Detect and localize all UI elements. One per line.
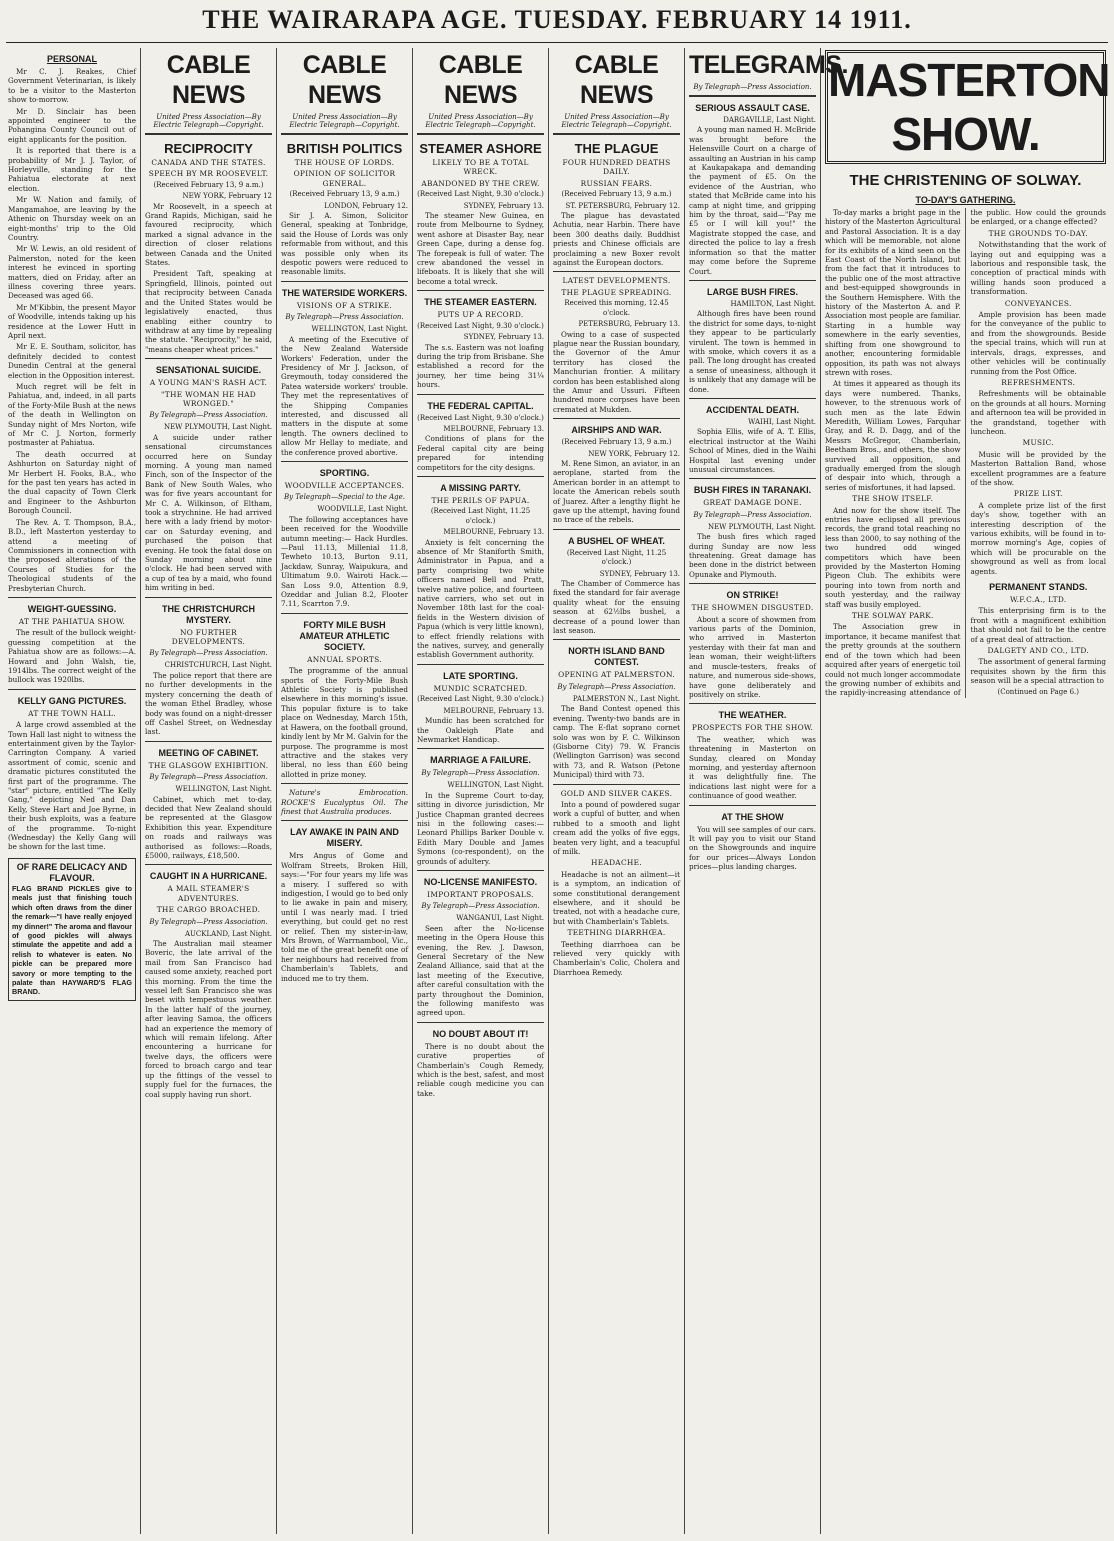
divider xyxy=(417,476,544,477)
dateline: NEW PLYMOUTH, Last Night. xyxy=(707,522,816,531)
article-subheading: ABANDONED BY THE CREW. xyxy=(421,178,540,188)
article-subheading: THE PERILS OF PAPUA. xyxy=(431,495,530,505)
paragraph: The Rev. A. T. Thompson, B.A., B.D., left Masterton yesterday to attend a meeting of Commissioners in connection with the proposed alterations of the Courses of Studies for the Theological students of the Presbyterian Church. xyxy=(8,517,136,593)
dateline: MELBOURNE, February 13. xyxy=(443,424,544,433)
dateline: SYDNEY, February 13. xyxy=(599,569,680,578)
masthead-rule xyxy=(6,42,1108,43)
divider xyxy=(145,597,272,598)
divider xyxy=(145,133,272,135)
byline: By Telegraph—Special to the Age. xyxy=(283,493,406,502)
article-heading: RECIPROCITY xyxy=(164,141,253,156)
paragraph: A complete prize list of the first day's show, together with an interesting description of the various exhibits, will be found in to-morrow morning's Age, copies of which will be procurable on the showground as well as from local agents. xyxy=(970,500,1106,576)
paragraph: Into a pound of powdered sugar work a cupful of butter, and when rubbed to a smooth and light cream add the yolks of five eggs, beaten very light, and a teacupful of milk. xyxy=(553,799,680,856)
article-heading: AIRSHIPS AND WAR. xyxy=(571,425,662,436)
article-heading: THE FEDERAL CAPITAL. xyxy=(427,400,534,411)
received-line: (Received Last Night, 9.30 o'clock.) xyxy=(417,190,544,199)
divider xyxy=(281,133,408,135)
paragraph: Sir J. A. Simon, Solicitor General, speaking at Tonbridge, said the House of Lords was only reformable from without, and this was possible only when its despotic powers were reduced to reasonable limits. xyxy=(281,211,408,277)
byline: By Telegraph—Press Association. xyxy=(693,510,812,519)
paragraph: The bush fires which raged during Sunday are now less threatening. Great damage has been done in the district between Opunake and Plymouth. xyxy=(689,532,816,579)
column-banner: CABLE NEWS xyxy=(302,51,387,109)
paragraph: The Association grew in importance, it became manifest that the pretty grounds at the southern end of the town which had been acquired after years of energetic toil could not much longer accommodate the growing number of exhibits and the rapidly-increasing attendance of the public. How could the grounds be enlarged, or a change effected? xyxy=(825,208,1106,698)
byline: United Press Association—By Electric Telegraph—Copyright. xyxy=(153,113,264,129)
divider xyxy=(689,703,816,704)
article-subheading: DALGETY AND CO., LTD. xyxy=(987,646,1090,656)
dateline: LONDON, February 12. xyxy=(324,201,408,210)
dateline: PALMERSTON N., Last Night. xyxy=(572,694,680,703)
article-subheading: GOLD AND SILVER CAKES. xyxy=(560,788,673,798)
byline: United Press Association—By Electric Telegraph—Copyright. xyxy=(425,113,536,129)
paragraph: At times it appeared as though its days were numbered. Thanks, however, to the strenuous work of such men as the late Edwin Meredith, William Lowes, Farquhar Gray, and R. D. Dagg, and of the Messrs McGregor, Chamberlain, Beetham Bros., and others, the show survived all opposition, and gradually emerged from the slough of despair into which, through a series of misfortunes, it had lapsed. xyxy=(825,379,961,492)
article-heading: SERIOUS ASSAULT CASE. xyxy=(695,103,810,113)
divider xyxy=(689,398,816,399)
dateline: WELLINGTON, Last Night. xyxy=(175,785,272,794)
divider xyxy=(689,805,816,806)
article-subheading: THE SOLWAY PARK. xyxy=(851,611,934,621)
paragraph: The assortment of general farming requisites shown by the firm this season will be a special attraction to xyxy=(970,657,1106,686)
divider xyxy=(689,583,816,584)
paragraph: Mr C. J. Reakes, Chief Government Veterinarian, is likely to be a visitor to the Masterton show to-morrow. xyxy=(8,67,136,105)
paragraph: Headache is not an ailment—it is a symptom, an indication of some constitutional derangement elsewhere, and it should be treated, not with a headache cure, but with Chamberlain's Tablets. xyxy=(553,869,680,926)
article-subheading: THE GROUNDS TO-DAY. xyxy=(988,228,1088,238)
article-subheading: A MAIL STEAMER'S ADVENTURES. xyxy=(167,884,250,903)
column-telegrams xyxy=(684,48,848,1534)
paragraph: The Australian mail steamer Boveric, the late arrival of the mail from San Francisco had caused some anxiety, reached port this morning. From the time the vessel left San Francisco she was beset with tempestuous weather. In the latter half of the journey, after leaving Samoa, the officers had an experience the memory of which will remain lifelong. After encountering a hurricane for twelve days, the officers were forced to broach cargo and tear up the fittings of the vessel to supply fuel for the furnaces, the coal supply having run short. xyxy=(145,939,272,1099)
article-subheading: HEADACHE. xyxy=(591,858,642,868)
paragraph: Mr E. E. Southam, solicitor, has definitely decided to contest Dunedin Central at the general election in the Opposition interest. xyxy=(8,342,136,380)
paragraph: The Band Contest opened this evening. Twenty-two bands are in camp. The E-flat soprano cornet solo was won by F. C. Wilkinson (Gisborne City) 79. W. Francis (Wellington Garrison) was second with 73, and R. Watson (Petone Municipal) third with 73. xyxy=(553,704,680,780)
dateline: WELLINGTON, Last Night. xyxy=(311,325,408,334)
divider xyxy=(8,597,136,598)
article-subheading: MUSIC. xyxy=(1022,438,1054,448)
article-subheading: REFRESHMENTS. xyxy=(1001,377,1076,387)
article-subheading: LATEST DEVELOPMENTS. xyxy=(562,276,671,286)
dateline: WOODVILLE, Last Night. xyxy=(317,505,408,514)
dateline: WELLINGTON, Last Night. xyxy=(447,781,544,790)
dateline: WAIHI, Last Night. xyxy=(748,417,816,426)
divider xyxy=(553,784,680,785)
column-banner: CABLE NEWS xyxy=(438,51,523,109)
article-heading: BUSH FIRES IN TARANAKI. xyxy=(693,485,812,496)
column-cable-news-4 xyxy=(548,48,684,1534)
article-subheading: THE GLASGOW EXHIBITION. xyxy=(148,760,269,770)
article-heading: THE CHRISTCHURCH MYSTERY. xyxy=(162,603,255,625)
article-subheading: THE SHOWMEN DISGUSTED. xyxy=(691,603,814,613)
article-heading: THE WATERSIDE WORKERS. xyxy=(281,287,408,298)
article-subheading: LIKELY TO BE A TOTAL WRECK. xyxy=(432,158,529,177)
paragraph: A suicide under rather sensational circumstances occurred here on Sunday morning. A young man named Finch, son of the Inspector of the Bank of New South Wales, who was for five years accountant for Mr C. A. Wilkinson, of Eltham, took a strychnine. He had arrived here with a lady friend by motor-car on Saturday evening, and purchased the poison that evening. He took the fatal dose on Sunday morning about nine o'clock. He had been served with a cup of tea by a maid, who found him writing in bed. xyxy=(145,432,272,593)
column-banner: MASTERTON SHOW. xyxy=(825,50,1106,164)
article-heading: LARGE BUSH FIRES. xyxy=(706,286,798,297)
paragraph: There is no doubt about the curative properties of Chamberlain's Cough Remedy, which is the best, safest, and most reliable cough medicine you can take. xyxy=(417,1041,544,1098)
column-banner: TELEGRAMS. xyxy=(689,51,848,79)
article-subheading: W.F.C.A., LTD. xyxy=(1009,595,1067,605)
paragraph: M. Rene Simon, an aviator, in an aeroplane, started from the American border in an attempt to locate the American rebels south of Juarez. After a lengthy flight he gave up the attempt, having found no trace of the rebels. xyxy=(553,458,681,525)
dateline: SYDNEY, February 13. xyxy=(463,333,544,342)
paragraph: Cabinet, which met to-day, decided that New Zealand should be represented at the Glasgow Exhibition this year. Expenditure on roads and railways was authorised as follows:—Roads, £5000, railways, £18,500. xyxy=(145,794,272,860)
divider xyxy=(145,741,272,742)
article-heading: WEIGHT-GUESSING. xyxy=(27,603,117,614)
paragraph: Notwithstanding that the work of laying out and equipping was a laborious and responsible task, the conception of practical minds with willing hands soon produced a transformation. xyxy=(970,240,1106,297)
received-line: (Received Last Night, 9.30 o'clock.) xyxy=(417,695,544,704)
paragraph: The steamer New Guinea, en route from Melbourne to Sydney, went ashore at Disaster Bay, near Green Cape, during a dense fog. The forepeak is full of water. The crew abandoned the vessel in lifeboats. It is likely that she will become a total wreck. xyxy=(417,211,544,286)
byline: By Telegraph—Press Association. xyxy=(149,773,268,782)
paragraph: Seen after the No-license meeting in the Opera House this evening, the Rev. J. Dawson, General Secretary of the New Zealand Alliance, said that at the last meeting of the Executive, after careful consultation with the party throughout the Dominion, the following manifesto was agreed upon. xyxy=(417,923,544,1018)
byline: By Telegraph—Press Association. xyxy=(693,83,812,91)
dateline: NEW PLYMOUTH, Last Night. xyxy=(163,423,272,432)
byline: By Telegraph—Press Association. xyxy=(285,313,404,322)
article-subheading: TO-DAY'S GATHERING. xyxy=(915,195,1016,205)
column-masterton-show xyxy=(820,48,1110,1534)
ad-heading: OF RARE DELICACY AND FLAVOUR. xyxy=(16,861,128,883)
paragraph: And now for the show itself. The entries have eclipsed all previous records, the grand total reaching no less than 2000, to say nothing of the two hundred odd winged competitors which have been provided by the Masterton Homing Pigeon Club. The exhibits were pouring into town from north and south yesterday, and the railway staff was busily employed. xyxy=(825,505,961,609)
article-subheading: CONVEYANCES. xyxy=(1004,298,1072,308)
paragraph: Although fires have been round the district for some days, to-night they appear to be particularly virulent. The town is hemmed in with smoke, which covers it as a pall. The long drought has created a sense of uneasiness, although it is unlikely that any damage will be done. xyxy=(689,309,816,394)
article-subheading: SPEECH BY MR ROOSEVELT. xyxy=(148,169,269,179)
article-subheading: ANNUAL SPORTS. xyxy=(307,654,382,664)
byline: United Press Association—By Electric Telegraph—Copyright. xyxy=(289,113,400,129)
divider xyxy=(553,418,680,419)
article-heading: PERMANENT STANDS. xyxy=(989,582,1088,593)
paragraph: Mr Roosevelt, in a speech at Grand Rapids, Michigan, said he favoured reciprocity, which marked a signal advance in the direction of closer relations between Canada and the United States. xyxy=(145,201,272,268)
divider xyxy=(553,133,680,135)
paragraph: Mr W. Lewis, an old resident of Palmerston, noted for the keen interest he evinced in sporting matters, died on Friday, after an illness covering three years. Deceased was aged 66. xyxy=(8,244,136,301)
received-line: (Received Last Night, 11.25 o'clock.) xyxy=(430,507,531,525)
article-subheading: "THE WOMAN HE HAD WRONGED." xyxy=(161,389,256,408)
masthead: THE WAIRARAPA AGE. TUESDAY. FEBRUARY 14 1911. xyxy=(202,5,912,34)
advertisement-text: Nature's Embrocation. ROCKE'S Eucalyptus Oil. The finest that Australia produces. xyxy=(281,788,408,816)
section-heading: PERSONAL xyxy=(46,54,97,64)
article-heading: NORTH ISLAND BAND CONTEST. xyxy=(568,646,665,668)
article-subheading: VISIONS OF A STRIKE. xyxy=(296,300,393,310)
divider xyxy=(145,358,272,359)
article-subheading: OPENING AT PALMERSTON. xyxy=(558,670,675,680)
article-subheading: WOODVILLE ACCEPTANCES. xyxy=(284,480,405,490)
article-heading: A MISSING PARTY. xyxy=(440,482,521,493)
paragraph: The programme of the annual sports of the Forty-Mile Bush Athletic Society is published elsewhere in this morning's issue. This popular fixture is to take place on Wednesday, March 15th, at Hawera, on the football ground, kindly lent by Mr M. Galvin for the purpose. The programme is most attractive and the stakes very liberal, no less than £60 being allotted in prize money. xyxy=(281,666,408,779)
article-subheading: TEETHING DIARRHŒA. xyxy=(567,928,666,938)
paragraph: The following acceptances have been received for the Woodville autumn meeting:— Hack Hurdles.—Paul 11.13, Millenial 11.8, Tewheto 10.13, Burton 9.11, Jackdaw, Sunray, Waipukura, and Ultimatum 9.0. Wairoti Hack.—San Loss 9.0, Attention 8.9, Ozeddar and Julian 8.2, Flooter 7.11, Scarrton 7.9. xyxy=(281,514,408,609)
ad-body: FLAG BRAND PICKLES give to meals just that finishing touch which often draws from the diner the remark—"I have really enjoyed my dinner!" The aroma and flavour of good pickles will always stimulate the appetite and add a relish to whatever is eaten. No pickle can be prepared more savory or more tempting to the palate than HAYWARD'S FLAG BRAND. xyxy=(12,883,132,997)
dateline: MELBOURNE, February 13. xyxy=(443,528,544,537)
article-subheading: THE SHOW ITSELF. xyxy=(852,494,934,504)
article-subheading: THE CARGO BROACHED. xyxy=(156,905,261,915)
article-heading: BRITISH POLITICS xyxy=(286,141,403,156)
paragraph: A meeting of the Executive of the New Zealand Waterside Workers' Federation, under the Presidency of Mr J. Jackson, of Greymouth, today considered the Patea waterside workers' trouble. They met the representatives of the Shipping Companies interested, and discussed all matters in the dispute at some length. The owners declined to allow Mr Hellay to mediate, and the conference proved abortive. xyxy=(281,334,408,457)
paragraph: President Taft, speaking at Springfield, Illinois, pointed out that reciprocity between Canada and the United States would be legislatively enacted, thus enabling either country to withdraw at any time by repealing the statute. "Reciprocity," he said, "means cheaper wheat prices." xyxy=(145,269,272,354)
article-subheading: FOUR HUNDRED DEATHS DAILY. xyxy=(562,158,671,177)
received-line: (Received Last Night, 9.30 o'clock.) xyxy=(417,321,544,330)
paragraph: Teething diarrhoea can be relieved very quickly with Chamberlain's Colic, Cholera and Diarrhoea Remedy. xyxy=(553,939,680,977)
column-cable-news-1 xyxy=(140,48,276,1534)
dateline: AUCKLAND, Last Night. xyxy=(184,929,272,938)
received-line: (Received Last Night, 11.25 o'clock.) xyxy=(566,548,667,567)
divider xyxy=(553,529,680,530)
article-heading: THE PLAGUE xyxy=(574,141,659,156)
column-cable-news-2 xyxy=(276,48,412,1534)
paragraph: You will see samples of our cars. It will pay you to visit our Stand on the Showgrounds and inquire for our prices—Always London prices—plus landing charges. xyxy=(689,824,816,872)
paragraph: Refreshments will be obtainable on the grounds at all hours. Morning and afternoon tea will be provided in the grandstand, together with luncheon. xyxy=(970,389,1106,436)
dateline: NEW YORK, February 12 xyxy=(182,192,272,201)
paragraph: The s.s. Eastern was not loafing during the trip from Brisbane. She established a record for the journey, her time being 31¼ hours. xyxy=(417,342,544,390)
paragraph: Much regret will be felt in Pahiatua, and, indeed, in all parts of the Forty-Mile Bush at the news of the death in Wellington on Sunday night of Mrs Norton, wife of Mr C. J. Norton, formerly postmaster at Pahiatua. xyxy=(8,382,136,448)
paragraph: A large crowd assembled at the Town Hall last night to witness the entertainment given by the Taylor-Carrington Company. A varied assortment of comic, scenic and dramatic pictures constituted the first part of the programme. The "star" picture, entitled "The Kelly Gang," depicting Ned and Dan Kelly, Steve Hart and Joe Byrne, in their bush exploits, was a feature of the programme. To-night (Wednesday) the Kelly Gang will be shown for the last time. xyxy=(8,720,136,852)
divider xyxy=(281,613,408,614)
article-heading: KELLY GANG PICTURES. xyxy=(17,695,127,706)
received-line: Received this morning, 12.45 o'clock. xyxy=(564,299,669,317)
article-heading: THE STEAMER EASTERN. xyxy=(424,297,537,308)
article-heading: ON STRIKE! xyxy=(726,590,779,601)
dateline: DARGAVILLE, Last Night. xyxy=(723,116,816,124)
divider xyxy=(553,271,680,272)
divider xyxy=(553,639,680,640)
dateline: CHRISTCHURCH, Last Night. xyxy=(164,661,272,670)
divider xyxy=(417,870,544,871)
paragraph: About a score of showmen from various parts of the Dominion, who arrived in Masterton yesterday with their fat man and lean woman, their weight-lifters and muscle-testers, freaks of nature, and numerous side-shows, have gone deliberately and positively on strike. xyxy=(689,614,816,699)
paragraph: Conditions of plans for the Federal capital city are being prepared for intending competitors for the city designs. xyxy=(417,434,544,472)
dateline: NEW YORK, February 12. xyxy=(588,449,680,458)
article-subheading: AT THE TOWN HALL. xyxy=(28,708,116,718)
dateline: WANGANUI, Last Night. xyxy=(456,914,544,923)
divider xyxy=(281,461,408,462)
byline: By Telegraph—Press Association. xyxy=(149,649,268,658)
received-line: (Received February 13, 9 a.m.) xyxy=(153,180,264,189)
paragraph: The police report that there are no further developments in the mystery concerning the death of the woman Ethel Bradley, whose body was found on a night-dresser off Cashel Street, on Wednesday last. xyxy=(145,670,272,737)
article-heading: NO-LICENSE MANIFESTO. xyxy=(423,876,538,887)
byline: By Telegraph—Press Association. xyxy=(149,917,268,926)
divider xyxy=(417,290,544,291)
divider xyxy=(417,664,544,665)
dateline: SYDNEY, February 13. xyxy=(463,201,544,210)
article-heading: LAY AWAKE IN PAIN AND MISERY. xyxy=(290,827,399,849)
column-personal xyxy=(4,48,140,1534)
paragraph: Owing to a case of suspected plague near the Russian boundary, the Governor of the Amur territory has closed the Manchurian frontier. A military cordon has been established along the Amur and Ussuri. Fifteen hundred more corpses have been cremated at Mukden. xyxy=(553,329,680,414)
received-line: (Received February 13, 9 a.m.) xyxy=(561,438,672,447)
paragraph: The weather, which was threatening in Masterton on Sunday, cleared on Monday morning, and yesterday afternoon it was delightfully fine. The indications last night were for a continuance of good weather. xyxy=(689,734,816,801)
paragraph: Mrs Angus of Gome and Wolfram Streets, Broken Hill, says:—"For four years my life was a misery. I suffered so with indigestion, I would go to bed only to lie awake in pain and misery, until I was nearly mad. I tried everything, but could get no rest or relief. Then my sister-in-law, Mrs Brown, of Warrnambool, Vic., told me of the great benefit one of her neighbours had received from Chamberlain's Tablets, and induced me to try them. xyxy=(281,851,408,983)
divider xyxy=(281,783,408,784)
article-subheading: NO FURTHER DEVELOPMENTS. xyxy=(171,627,246,647)
divider xyxy=(281,820,408,821)
article-subheading: MUNDIC SCRATCHED. xyxy=(433,683,528,693)
divider xyxy=(417,1022,544,1023)
article-heading: SENSATIONAL SUICIDE. xyxy=(155,365,262,376)
paragraph: Music will be provided by the Masterton Battalion Band, whose excellent programmes are a feature of the show. xyxy=(970,449,1106,487)
article-heading: MEETING OF CABINET. xyxy=(158,747,259,758)
dateline: HAMILTON, Last Night. xyxy=(730,299,816,308)
column-banner: CABLE NEWS xyxy=(166,51,251,109)
article-heading: A BUSHEL OF WHEAT. xyxy=(568,535,665,546)
article-subheading: CANADA AND THE STATES. xyxy=(151,158,266,167)
article-heading: THE WEATHER. xyxy=(718,710,787,721)
divider xyxy=(417,133,544,135)
received-line: (Received February 13, 9 a.m.) xyxy=(561,190,672,199)
byline: By Telegraph—Press Association. xyxy=(149,411,268,420)
paragraph: Mundic has been scratched for the Oakleigh Plate and Newmarket Handicap. xyxy=(417,716,544,744)
divider xyxy=(689,280,816,281)
paragraph: Sophia Ellis, wife of A. T. Ellis, electrical instructor at the Waihi School of Mines, died in the Waihi Hospital last evening under unusual circumstances. xyxy=(689,427,816,474)
article-heading: SPORTING. xyxy=(319,467,370,478)
column-cable-news-3 xyxy=(412,48,548,1534)
paragraph: A young man named H. McBride was brought before the Helensville Court on a charge of assaulting an Austrian in his camp at Kaukapakapa and demanding the payment of £5. On the evidence of the Austrian, who stated that McBride came into his camp at night time, and gripping him by the throat, said—"Pay me £5 or I will kill you!" the Magistrate stopped the case, and directed the police to lay a fresh information so that the matter may come before the Supreme Court. xyxy=(689,125,816,276)
article-subheading: THE HOUSE OF LORDS. xyxy=(294,158,395,167)
paragraph: It is reported that there is a probability of Mr J. J. Taylor, of Horleyville, standing for the Pahiatua electorate at next election. xyxy=(8,146,136,193)
article-subheading: AT THE PAHIATUA SHOW. xyxy=(18,616,126,626)
dateline: ST. PETERSBURG, February 12. xyxy=(565,201,680,210)
paragraph: Mr D. Sinclair has been appointed engineer to the Pohangina County Council out of eight applicants for the position. xyxy=(8,106,136,144)
column-banner: CABLE NEWS xyxy=(574,51,659,109)
article-heading: FORTY MILE BUSH AMATEUR ATHLETIC SOCIETY. xyxy=(299,619,390,652)
article-subheading: RUSSIAN FEARS. xyxy=(580,178,653,188)
byline: By Telegraph—Press Association. xyxy=(421,902,540,911)
article-heading: MARRIAGE A FAILURE. xyxy=(430,755,531,766)
paragraph: Mr M'Kibbin, the present Mayor of Woodville, intends taking up his residence at the Lower Hutt in April next. xyxy=(8,302,136,340)
article-heading: ACCIDENTAL DEATH. xyxy=(706,404,799,415)
paragraph: This enterprising firm is to the front with a magnificent exhibition that should not fail to be the centre of a great deal of attraction. xyxy=(970,606,1106,644)
divider xyxy=(417,748,544,749)
article-heading: STEAMER ASHORE xyxy=(419,141,542,156)
dateline: PETERSBURG, February 13. xyxy=(578,320,680,329)
divider xyxy=(689,95,816,97)
paragraph: Anxiety is felt concerning the absence of Mr Staniforth Smith, Administrator in Papua, and a party comprising two white officers named Bell and Pratt, twelve native police, and fourteen native carriers, who set out in November 18th last for the coal-fields in the Western division of Papua (which is very little known), to effect friendly relations with the natives, survey, and generally establish Government authority. xyxy=(417,537,544,660)
divider xyxy=(417,394,544,395)
byline: By Telegraph—Press Association. xyxy=(557,682,676,691)
paragraph: The plague has devastated Achutia, near Harbin. There have been 300 deaths daily. Buddhist priests and Chinese officials are proclaiming a new Boxer revolt against the European doctors. xyxy=(553,211,680,268)
received-line: (Received Last Night, 9.30 o'clock.) xyxy=(417,413,544,422)
article-subheading: A YOUNG MAN'S RASH ACT. xyxy=(149,378,268,388)
paragraph: The Chamber of Commerce has fixed the standard for fair average quality wheat for the ensuing season at 62½lbs bushel, a decrease of a pound lower than last season. xyxy=(553,579,680,636)
paragraph: The death occurred at Ashhurton on Saturday night of Mr Herbert H. Fooks, B.A., who for the past ten years has acted in the dual capacity of Town Clerk and Engineer to the Ashburton Borough Council. xyxy=(8,449,136,516)
two-column-body xyxy=(825,208,1106,698)
byline: By Telegraph—Press Association. xyxy=(421,769,540,778)
article-heading: THE CHRISTENING OF SOLWAY. xyxy=(849,172,1082,189)
article-heading: AT THE SHOW xyxy=(721,811,784,822)
article-subheading: THE PLAGUE SPREADING. xyxy=(561,287,672,297)
divider xyxy=(689,478,816,479)
article-subheading: GREAT DAMAGE DONE. xyxy=(703,498,802,508)
continued-note: (Continued on Page 6.) xyxy=(997,687,1079,696)
article-subheading: PROSPECTS FOR THE SHOW. xyxy=(691,723,814,733)
paragraph: To-day marks a bright page in the history of the Masterton Agricultural and Pastoral Association. It is a day which will be memorable, not alone for its exhibits of a kind seen on the East Coast of the North Island, but from the fact that it introduces to the public one of the most attractive and best-equipped showgrounds in the Southern Hemisphere. With the history of the Masterton A. and P. Association most people are familiar. Starting in a humble way somewhere in the early seventies, shifting from one showground to another, encountering formidable opposition, its path was not always strewn with roses. xyxy=(825,208,961,377)
paragraph: Ample provision has been made for the conveyance of the public to and from the showgrounds. Beside the special trains, which will run at intervals, drags, expresses, and other vehicles will be continually running from the Post Office. xyxy=(970,310,1106,376)
dateline: MELBOURNE, February 13. xyxy=(443,706,544,715)
divider xyxy=(8,689,136,690)
paragraph: In the Supreme Court to-day, sitting in divorce jurisdiction, Mr Justice Chapman granted decrees nisi in the following cases:—Leonard Phillips Barker Double v. Edith Mary Double and James Symons (co-respondent), on the grounds of adultery. xyxy=(417,790,544,866)
paragraph: The result of the bullock weight-guessing competition at the Pahiatua show are as follows:—A. Howard and John Walsh, tie, 1914lbs. The correct weight of the bullock was 1920lbs. xyxy=(8,628,136,685)
received-line: (Received February 13, 9 a.m.) xyxy=(289,190,400,199)
byline: United Press Association—By Electric Telegraph—Copyright. xyxy=(561,113,672,129)
divider xyxy=(145,864,272,865)
paragraph: Mr W. Nation and family, of Mangamahoe, are leaving by the Athenic on Thursday week on an eight-months' trip to the Old Country. xyxy=(8,195,136,242)
divider xyxy=(281,281,408,282)
article-subheading: OPINION OF SOLICITOR GENERAL. xyxy=(293,169,396,188)
article-subheading: PRIZE LIST. xyxy=(1013,489,1063,499)
article-heading: NO DOUBT ABOUT IT! xyxy=(432,1028,529,1039)
article-heading: CAUGHT IN A HURRICANE. xyxy=(149,871,268,882)
article-heading: LATE SPORTING. xyxy=(443,670,518,681)
advertisement xyxy=(8,858,136,1001)
article-subheading: IMPORTANT PROPOSALS. xyxy=(427,889,534,899)
article-subheading: PUTS UP A RECORD. xyxy=(437,310,524,320)
